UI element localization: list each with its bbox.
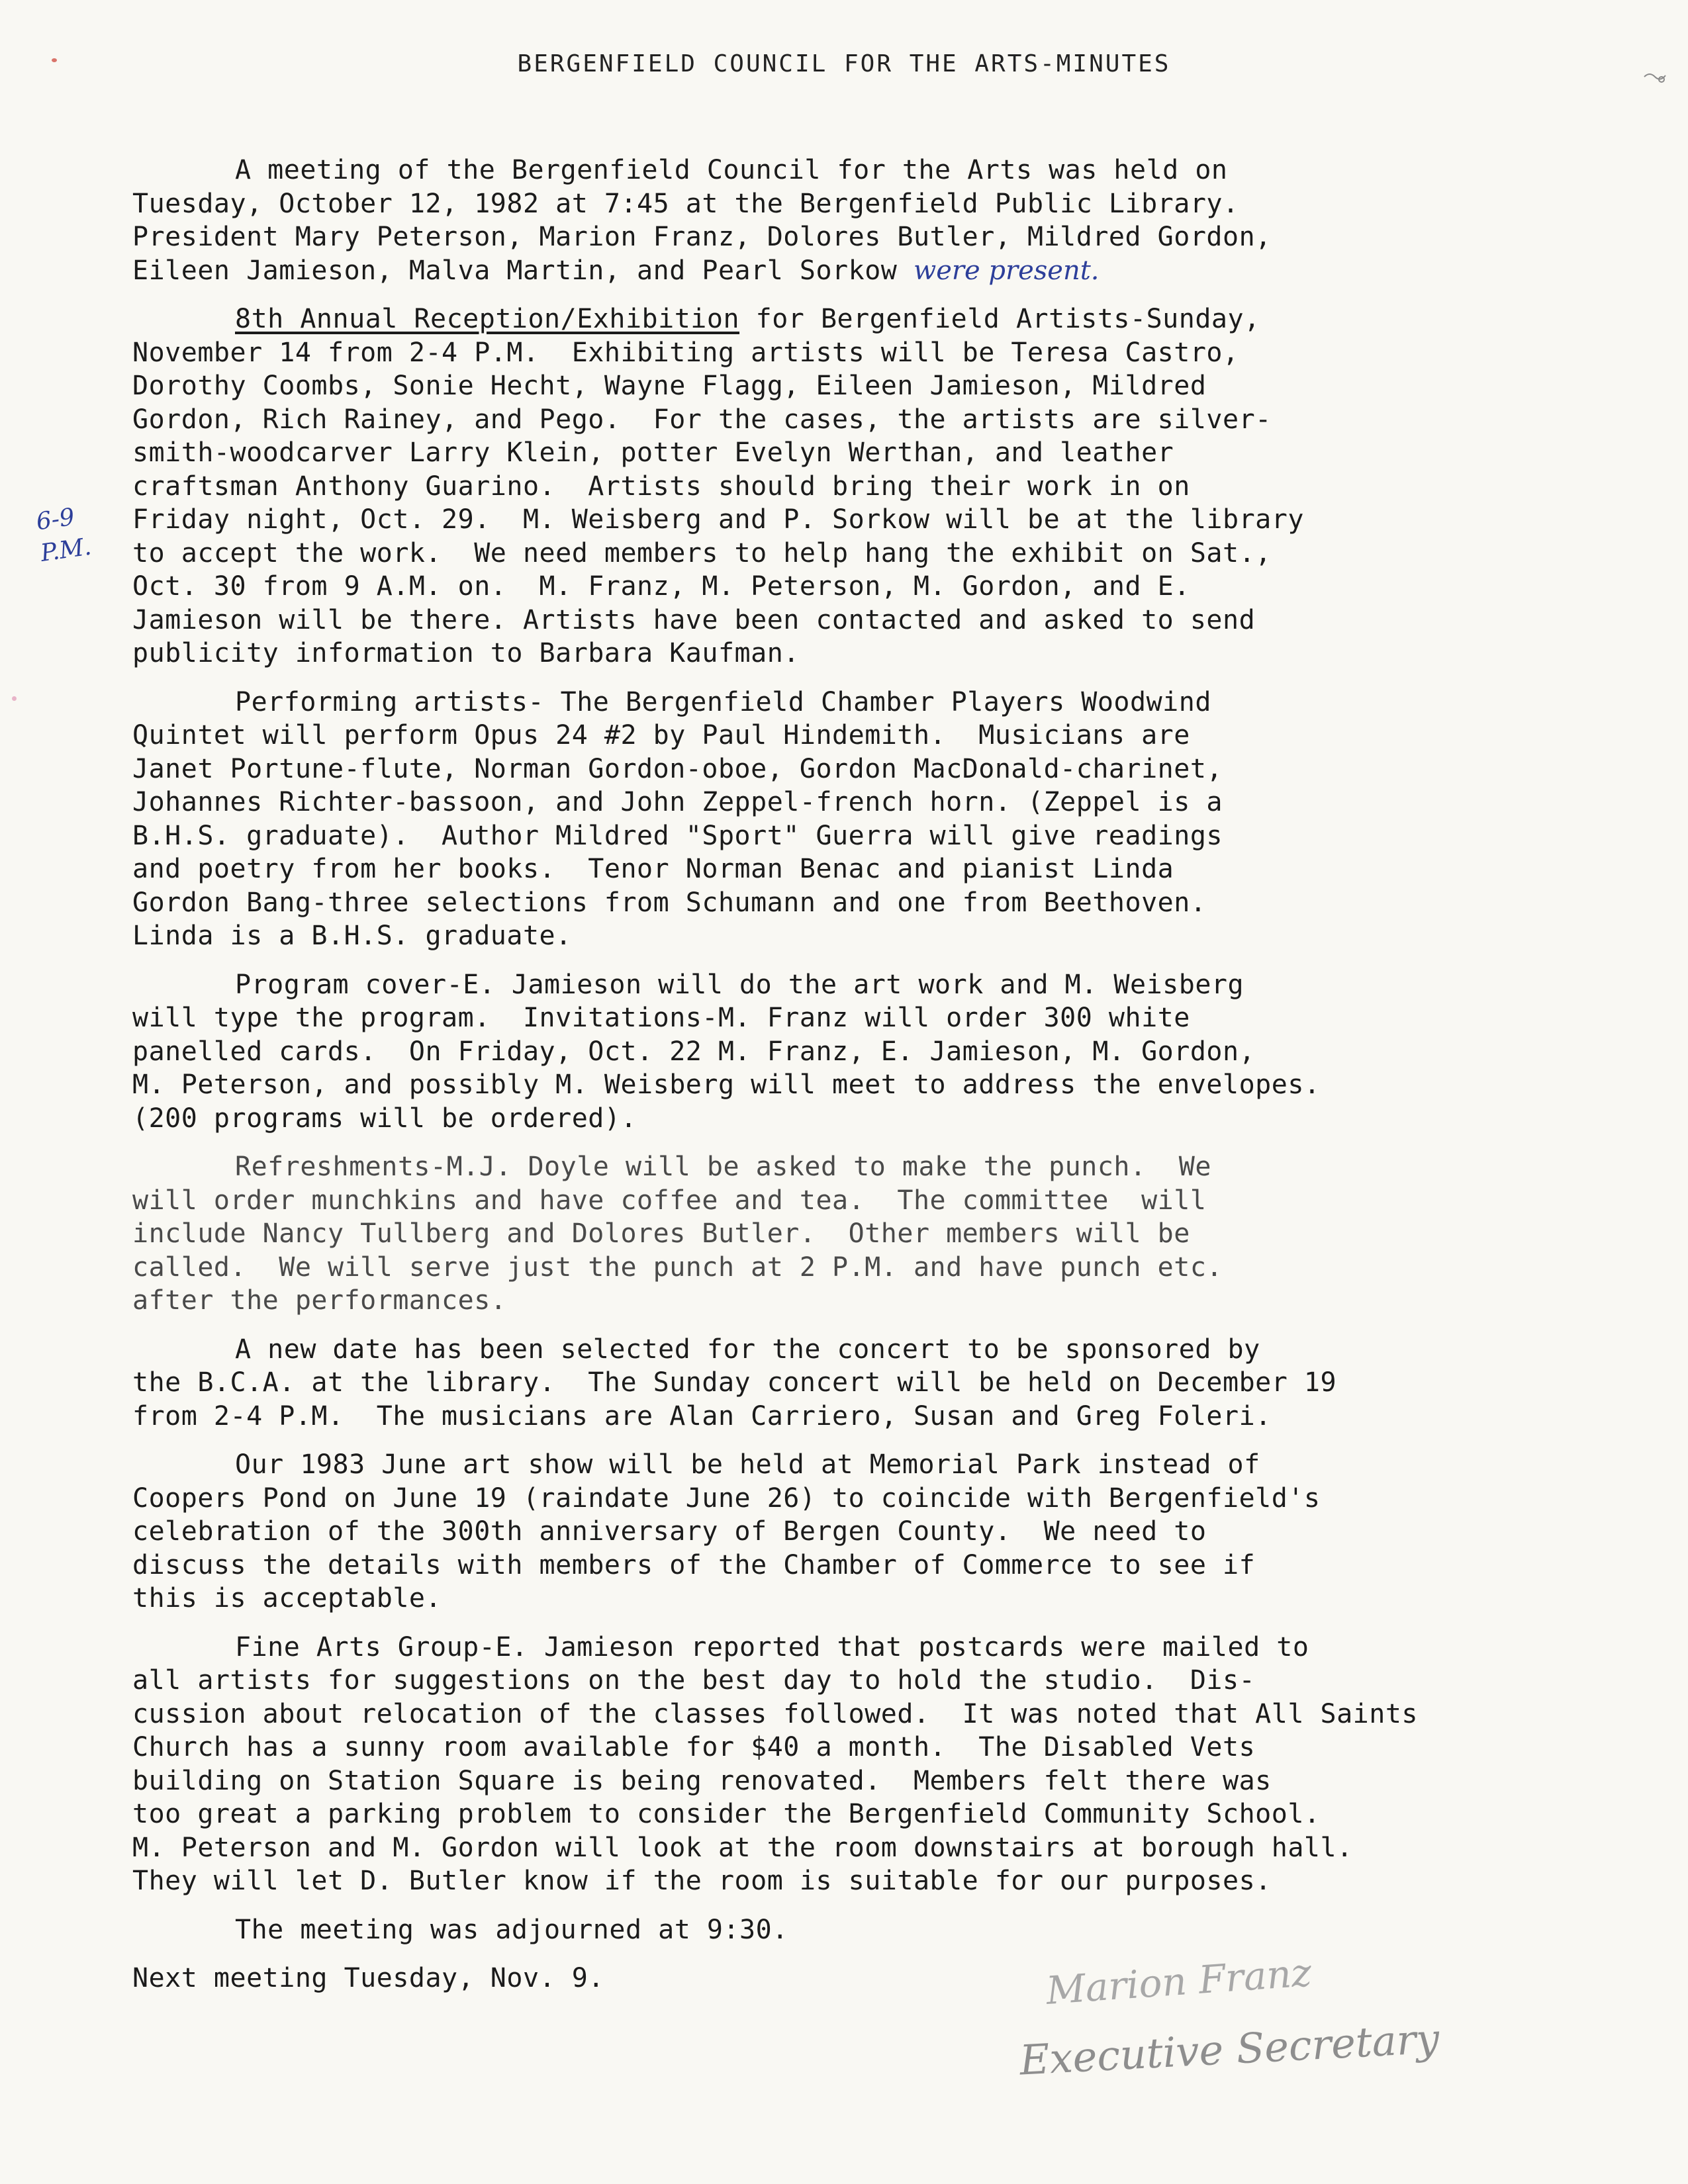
- text-line: this is acceptable.: [132, 1583, 442, 1614]
- text-line: [132, 302, 1655, 336]
- text-line: the B.C.A. at the library. The Sunday concert will be held on December 19: [132, 1367, 1337, 1398]
- paragraph-art-show: [132, 1448, 1655, 1615]
- text-line: They will let D. Butler know if the room is suitable for our purposes.: [132, 1866, 1272, 1896]
- text-line: Tuesday, October 12, 1982 at 7:45 at the Bergenfield Public Library.: [132, 188, 1239, 219]
- document-title: BERGENFIELD COUNCIL FOR THE ARTS-MINUTES: [517, 50, 1171, 77]
- text-line: Janet Portune-flute, Norman Gordon-oboe, Gordon MacDonald-charinet,: [132, 753, 1223, 784]
- text-line: to accept the work. We need members to help hang the exhibit on Sat.,: [132, 537, 1272, 569]
- paper-speck: [12, 696, 17, 701]
- text-line: all artists for suggestions on the best day to hold the studio. Dis-: [132, 1665, 1256, 1696]
- text-line: after the performances.: [132, 1285, 507, 1316]
- text-line: Oct. 30 from 9 A.M. on. M. Franz, M. Peterson, M. Gordon, and E.: [132, 571, 1190, 602]
- text-line: include Nancy Tullberg and Dolores Butler. Other members will be: [132, 1218, 1190, 1249]
- text-line: publicity information to Barbara Kaufman.: [132, 638, 800, 668]
- handwritten-insert: were present.: [913, 255, 1100, 286]
- text-segment: Eileen Jamieson, Malva Martin, and Pearl Sorkow: [132, 255, 898, 286]
- text-line: building on Station Square is being renovated. Members felt there was: [132, 1765, 1272, 1796]
- next-meeting-line: Next meeting Tuesday, Nov. 9.: [132, 1963, 604, 1993]
- text-line: President Mary Peterson, Marion Franz, Dolores Butler, Mildred Gordon,: [132, 222, 1272, 252]
- paragraph-performing-artists: [132, 686, 1655, 953]
- text-line: smith-woodcarver Larry Klein, potter Evelyn Werthan, and leather: [132, 437, 1174, 468]
- text-line: Refreshments-M.J. Doyle will be asked to make the punch. We: [235, 1152, 1211, 1182]
- text-line: Program cover-E. Jamieson will do the art work and M. Weisberg: [235, 969, 1244, 1000]
- exhibition-heading: 8th Annual Reception/Exhibition: [235, 304, 740, 334]
- paragraph-fine-arts-group: [132, 1631, 1655, 1898]
- signature-title: Executive Secretary: [1018, 2014, 1440, 2085]
- margin-note-time: 6-9: [34, 503, 77, 536]
- handwritten-margin-note: [34, 500, 93, 570]
- text-line: will type the program. Invitations-M. Franz will order 300 white: [132, 1003, 1190, 1033]
- text-line: Performing artists- The Bergenfield Chamber Players Woodwind: [235, 686, 1211, 717]
- paragraph-attendance: [132, 154, 1655, 287]
- text-line: discuss the details with members of the Chamber of Commerce to see if: [132, 1549, 1256, 1580]
- text-line: Church has a sunny room available for $40 a month. The Disabled Vets: [132, 1732, 1256, 1762]
- paragraph-program: [132, 968, 1655, 1136]
- margin-note-period: P.M.: [38, 533, 93, 567]
- text-line: Jamieson will be there. Artists have been contacted and asked to send: [132, 604, 1256, 635]
- corner-scribble: [1642, 66, 1668, 86]
- text-line-with-insert: [132, 254, 1655, 288]
- text-line: B.H.S. graduate). Author Mildred "Sport" Guerra will give readings: [132, 820, 1223, 851]
- text-line: celebration of the 300th anniversary of Bergen County. We need to: [132, 1516, 1207, 1547]
- adjourned-line: The meeting was adjourned at 9:30.: [235, 1914, 788, 1945]
- text-line: November 14 from 2-4 P.M. Exhibiting artists will be Teresa Castro,: [132, 337, 1239, 368]
- minutes-body: [132, 154, 1655, 1995]
- text-line: cussion about relocation of the classes followed. It was noted that All Saints: [132, 1698, 1418, 1729]
- text-line: too great a parking problem to consider the Bergenfield Community School.: [132, 1799, 1321, 1829]
- text-line: Quintet will perform Opus 24 #2 by Paul Hindemith. Musicians are: [132, 720, 1190, 751]
- text-line: will order munchkins and have coffee and tea. The committee will: [132, 1185, 1207, 1216]
- text-line: Linda is a B.H.S. graduate.: [132, 921, 572, 951]
- paragraph-adjourned: [132, 1913, 1655, 1947]
- text-line: Coopers Pond on June 19 (raindate June 26) to coincide with Bergenfield's: [132, 1482, 1321, 1514]
- text-line: Johannes Richter-bassoon, and John Zeppel-french horn. (Zeppel is a: [132, 787, 1223, 817]
- text-line: Fine Arts Group-E. Jamieson reported that postcards were mailed to: [235, 1631, 1309, 1662]
- text-line: Friday night, Oct. 29. M. Weisberg and P. Sorkow will be at the library: [132, 504, 1304, 535]
- paragraph-exhibition: [132, 302, 1655, 670]
- text-line: Dorothy Coombs, Sonie Hecht, Wayne Flagg, Eileen Jamieson, Mildred: [132, 371, 1207, 401]
- text-line: A meeting of the Bergenfield Council for the Arts was held on: [235, 155, 1228, 185]
- text-line: Our 1983 June art show will be held at Memorial Park instead of: [235, 1449, 1260, 1480]
- signature-block: [1018, 1950, 1562, 2118]
- text-line: panelled cards. On Friday, Oct. 22 M. Franz, E. Jamieson, M. Gordon,: [132, 1036, 1256, 1067]
- paper-speck: [52, 58, 57, 62]
- paragraph-refreshments: [132, 1150, 1655, 1318]
- text-line: (200 programs will be ordered).: [132, 1103, 637, 1134]
- text-line: M. Peterson, and possibly M. Weisberg will meet to address the envelopes.: [132, 1069, 1321, 1100]
- text-segment: for Bergenfield Artists-Sunday,: [739, 304, 1260, 334]
- text-line: and poetry from her books. Tenor Norman Benac and pianist Linda: [132, 854, 1174, 884]
- text-line: A new date has been selected for the concert to be sponsored by: [235, 1334, 1260, 1365]
- text-line: M. Peterson and M. Gordon will look at the room downstairs at borough hall.: [132, 1832, 1353, 1863]
- text-line: Gordon, Rich Rainey, and Pego. For the cases, the artists are silver-: [132, 404, 1272, 435]
- text-line: called. We will serve just the punch at 2 P.M. and have punch etc.: [132, 1251, 1223, 1283]
- text-line: from 2-4 P.M. The musicians are Alan Carriero, Susan and Greg Foleri.: [132, 1400, 1272, 1432]
- paragraph-concert: [132, 1333, 1655, 1433]
- text-line: Gordon Bang-three selections from Schumann and one from Beethoven.: [132, 887, 1207, 918]
- text-line: craftsman Anthony Guarino. Artists should bring their work in on: [132, 471, 1190, 502]
- signature-name: Marion Franz: [1045, 1950, 1313, 2013]
